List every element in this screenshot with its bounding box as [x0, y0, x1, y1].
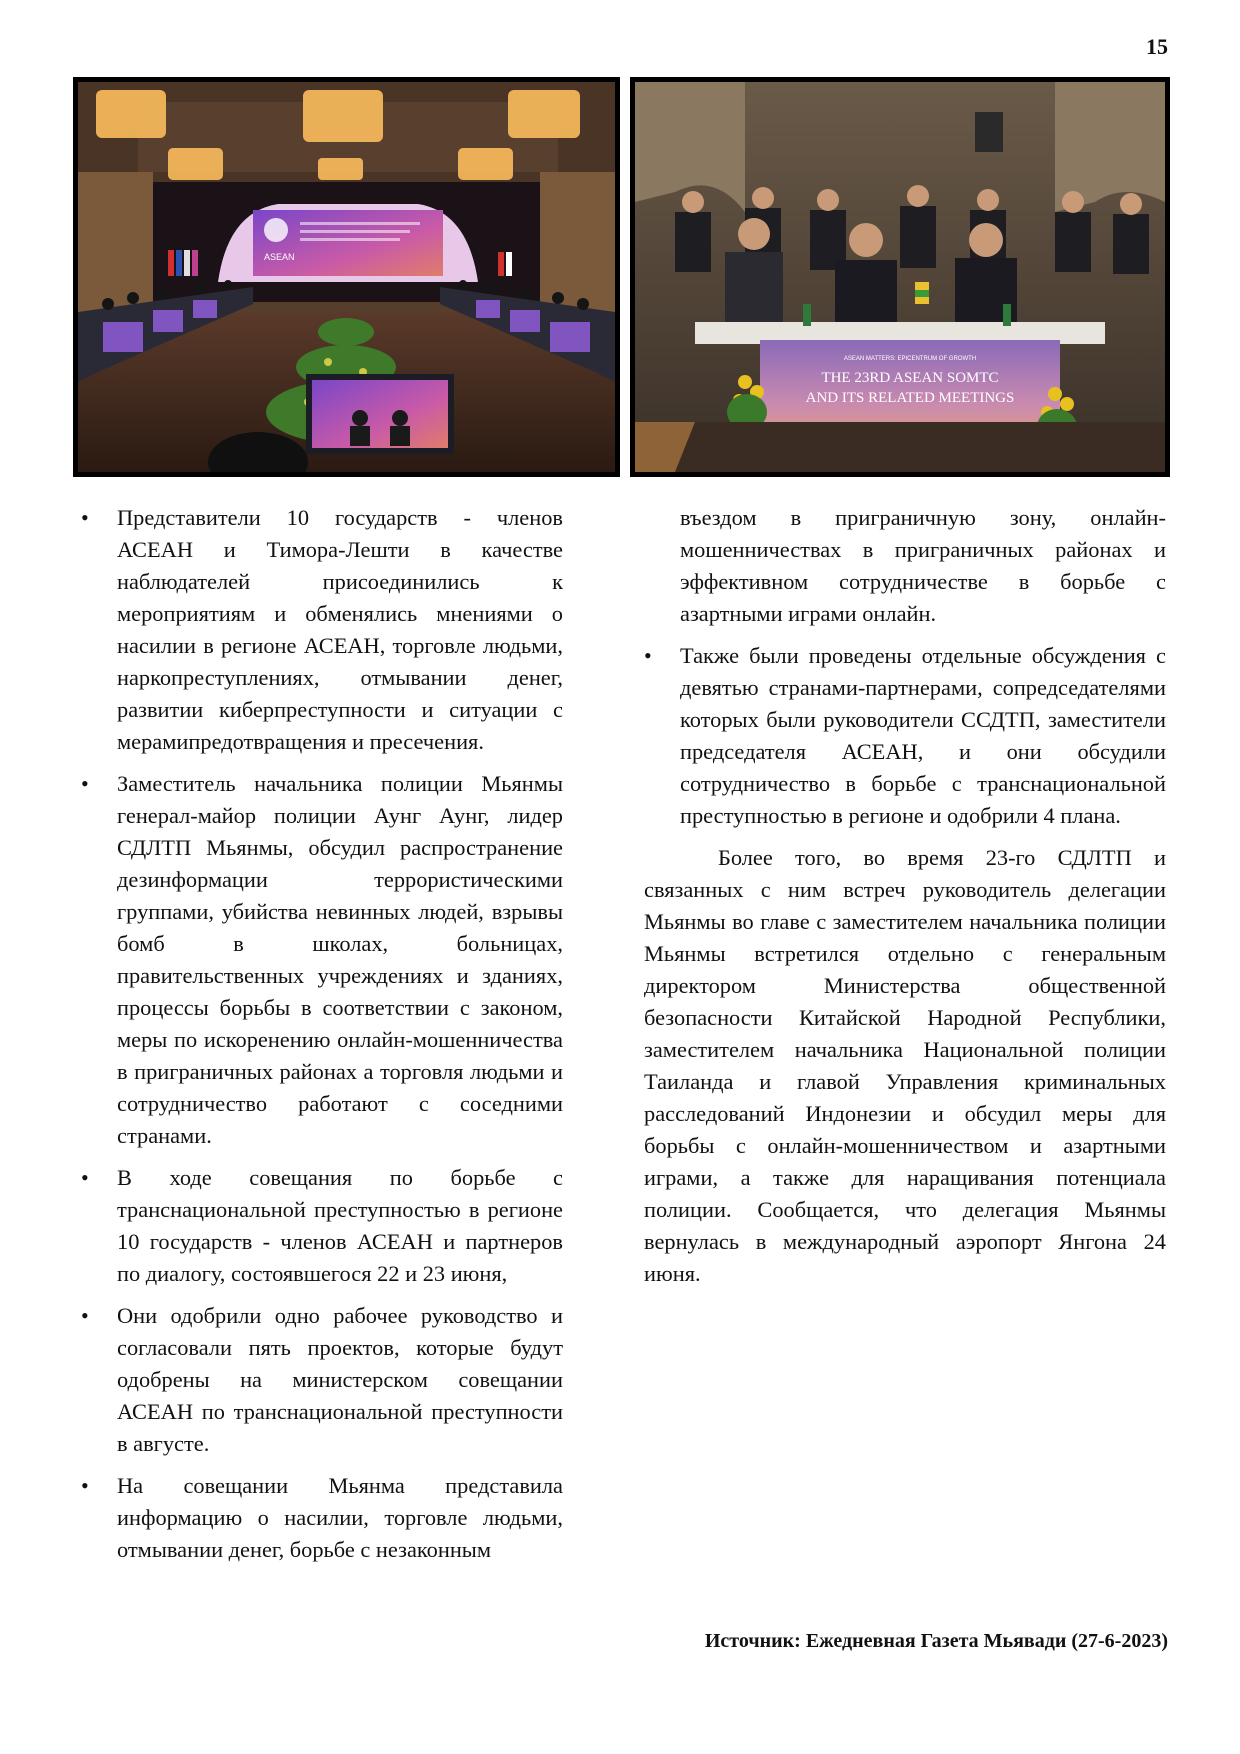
list-item: • Также были проведены отдельные обсуждения с девятью странами-партнерами, сопредседателями которых были руководители ССДТП, заместители председателя АСЕАН, и они обсудили сотрудничество в борьбе с транснациональной преступностью в регионе и одобрили 4 плана.: [644, 640, 1166, 832]
list-item: • Заместитель начальника полиции Мьянмы генерал-майор полиции Аунг Аунг, лидер СДЛТП Мьянмы, обсудил распространение дезинформации террористическими группами, убийства невинных людей, взрывы бомб в школах, больницах, правительственных учреждениях и зданиях, процессы борьбы в соответствии с законом, меры по искоренению онлайн-мошенничества в приграничных районах а торговля людьми и сотрудничество работают с соседними странами.: [81, 768, 563, 1152]
screen-title-line1: THE 23RD ASEAN SOMTC: [821, 370, 999, 386]
somtc-delegation-photo: [630, 77, 1170, 477]
right-bullet-list: [644, 640, 1166, 832]
page-number: 15: [1146, 34, 1168, 59]
right-column: [644, 502, 1166, 1290]
body-paragraph: Более того, во время 23-го СДЛТП и связанных с ним встреч руководитель делегации Мьянмы во главе с заместителем начальника полиции Мьянмы встретился отдельно с генеральным директором Министерства общественной безопасности Китайской Народной Республики, заместителем начальника Национальной полиции Таиланда и главой Управления криминальных расследований Индонезии и обсудил меры для борьбы с онлайн-мошенничеством и азартными играми, а также для наращивания потенциала полиции. Сообщается, что делегация Мьянмы вернулась в международный аэропорт Янгона 24 июня.: [644, 845, 1166, 1286]
bullet-continuation: въездом в приграничную зону, онлайн-мошенничествах в приграничных районах и эффективном сотрудничестве в борьбе с азартными играми онлайн.: [680, 505, 1166, 626]
left-column: [81, 502, 563, 1576]
conference-hall-photo: [73, 77, 620, 477]
source-citation: Источник: Ежедневная Газета Мьявади (27-6-2023): [704, 1630, 1168, 1652]
screen-caption-small: ASEAN MATTERS: EPICENTRUM OF GROWTH: [843, 356, 977, 362]
list-item: • На совещании Мьянма представила информацию о насилии, торговле людьми, отмывании денег, борьбе с незаконным: [81, 1470, 563, 1566]
screen-asean-text: ASEAN: [264, 252, 295, 262]
list-item: • Они одобрили одно рабочее руководство и согласовали пять проектов, которые будут одобрены на министерском совещании АСЕАН по транснациональной преступности в августе.: [81, 1300, 563, 1460]
screen-title-line2: AND ITS RELATED MEETINGS: [805, 390, 1015, 406]
list-item: • В ходе совещания по борьбе с транснациональной преступностью в регионе 10 государств - членов АСЕАН и партнеров по диалогу, состоявшегося 22 и 23 июня,: [81, 1162, 563, 1290]
list-item: • Представители 10 государств - членов АСЕАН и Тимора-Лешти в качестве наблюдателей присоединились к мероприятиям и обменялись мнениями о насилии в регионе АСЕАН, торговле людьми, наркопреступлениях, отмывании денег, развитии киберпреступности и ситуации с мерамипредотвращения и пресечения.: [81, 502, 563, 758]
left-bullet-list: [81, 502, 563, 1566]
